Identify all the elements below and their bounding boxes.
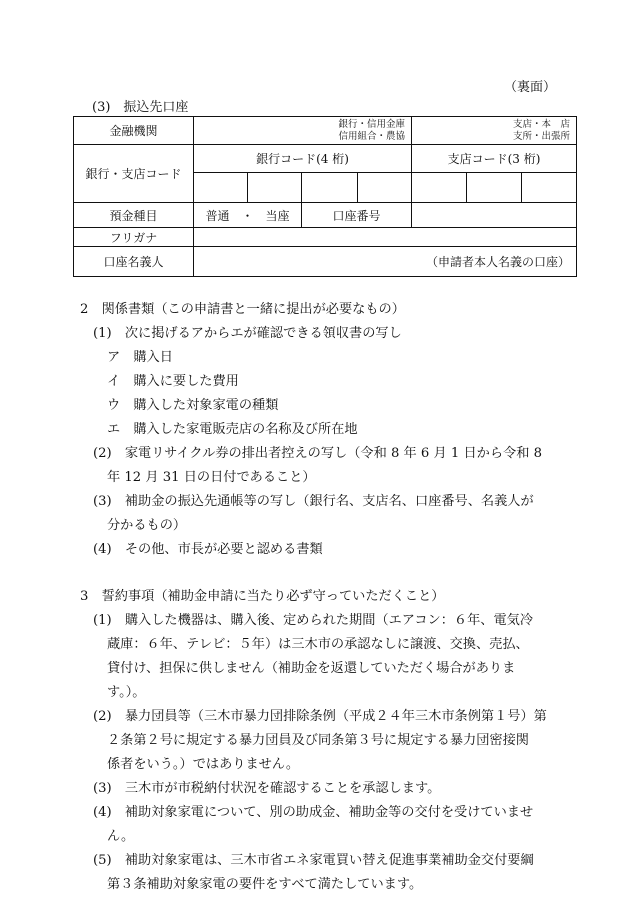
section3-item1-line4: す。）。 [107,685,146,700]
bank-label: 金融機関 [109,124,158,138]
bank-types-line1: 銀行・信用金庫 [338,118,406,130]
section3-item1-line3: 貸付け、担保に供しません（補助金を返還していただく場合がありま [107,661,516,676]
section2-sub-a: ア 購入日 [107,350,173,365]
section2-sub-e: エ 購入した家電販売店の名称及び所在地 [107,422,358,437]
section2-item4: (4) その他、市長が必要と認める書類 [93,542,323,557]
bank-code-digit-3[interactable] [302,173,358,203]
section3-item4-line1: (4) 補助対象家電について、別の助成金、補助金等の交付を受けていませ [93,805,534,820]
holder-field[interactable] [194,247,577,277]
code-label-cell [74,145,194,203]
section3-item2-line3: 係者をいう。）ではありません。 [107,757,300,772]
bank-types-line2: 信用組合・農協 [338,130,406,142]
furigana-label: フリガナ [74,228,194,247]
furigana-field[interactable] [194,228,577,247]
branch-code-digit-1[interactable] [412,173,467,203]
bank-name-field[interactable] [194,117,412,145]
section3-item2-line2: ２条第２号に規定する暴力団員及び同条第３号に規定する暴力団密接関 [107,733,529,748]
section2-sub-u: ウ 購入した対象家電の種類 [107,398,279,413]
section3-heading: 3 誓約事項（補助金申請に当たり必ず守っていただくこと） [80,589,445,604]
account-number-label: 口座番号 [302,203,412,228]
account-number-field[interactable] [412,203,577,228]
section2-item2-line2: 年 12 月 31 日の日付であること） [107,470,316,485]
bank-code-digit-2[interactable] [248,173,302,203]
page-side-label: （裏面） [503,80,556,95]
section2-item1: (1) 次に掲げるアからエが確認できる領収書の写し [93,326,402,341]
deposit-type-options[interactable]: 普通 ・ 当座 [194,203,302,228]
holder-note: （申請者本人名義の口座） [426,255,571,269]
branch-types-line2: 支所・出張所 [513,130,571,142]
branch-code-digit-2[interactable] [467,173,522,203]
section3-item5-line1: (5) 補助対象家電は、三木市省エネ家電買い替え促進事業補助金交付要綱 [93,853,534,868]
bank-code-header: 銀行コード(4 桁) [194,145,412,173]
section2-heading: 2 関係書類（この申請書と一緒に提出が必要なもの） [80,302,405,317]
bank-code-digit-1[interactable] [194,173,248,203]
section3-item5-line2: 第３条補助対象家電の要件をすべて満たしています。 [107,877,423,892]
bank-account-table [73,116,577,277]
deposit-type-label: 預金種目 [74,203,194,228]
branch-code-header: 支店コード(3 桁) [412,145,577,173]
section3-item4-line2: ん。 [107,829,135,844]
section3-item1-line1: (1) 購入した機器は、購入後、定められた期間（エアコン：６年、電気冷 [93,613,534,628]
code-label: 銀行・支店コード [85,167,182,181]
holder-label: 口座名義人 [74,247,194,277]
section3-item2-line1: (2) 暴力団員等（三木市暴力団排除条例（平成２４年三木市条例第１号）第 [93,709,547,724]
section2-item3-line1: (3) 補助金の振込先通帳等の写し（銀行名、支店名、口座番号、名義人が [93,494,534,509]
section2-item3-line2: 分かるもの） [107,518,187,533]
section3-item3: (3) 三木市が市税納付状況を確認することを承認します。 [93,781,441,796]
section3-item1-line2: 蔵庫：６年、テレビ：５年）は三木市の承認なしに譲渡、交換、売払、 [107,637,529,652]
section2-item2-line1: (2) 家電リサイクル券の排出者控えの写し（令和 8 年 6 月 1 日から令和 8 [93,446,542,461]
section2-sub-i: イ 購入に要した費用 [107,374,239,389]
branch-types-line1: 支店・本 店 [513,118,571,130]
transfer-account-heading: (3) 振込先口座 [92,100,189,115]
branch-name-field[interactable] [412,117,577,145]
bank-label-cell [74,117,194,145]
bank-code-digit-4[interactable] [358,173,412,203]
branch-code-digit-3[interactable] [522,173,577,203]
